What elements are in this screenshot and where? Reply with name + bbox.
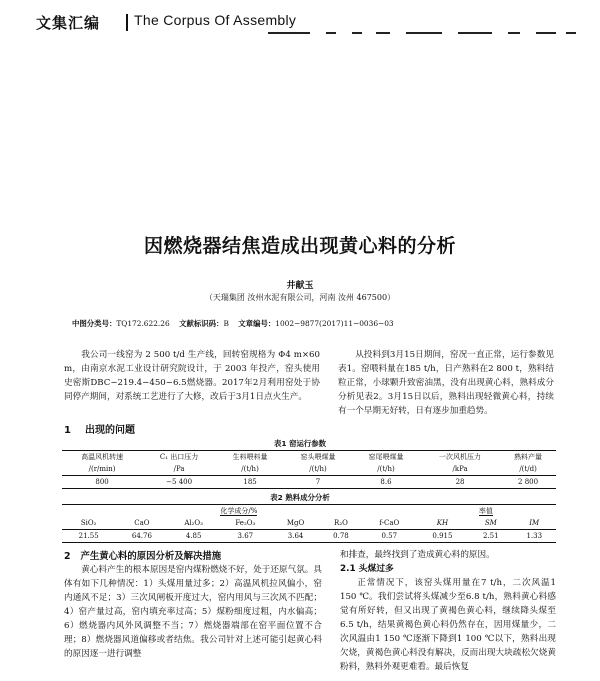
table-1-unit-row [62, 463, 556, 476]
table-2-header: Al₂O₃ [184, 518, 203, 527]
article-author: 井献玉 [286, 281, 314, 291]
section-2-paragraph-right: 和排查，最终找到了造成黄心料的原因。 [340, 550, 495, 560]
intro-right-column [338, 348, 554, 418]
intro-paragraph-right: 从投料到3月15日期间，窑况一直正常，运行参数见表1。窑喂料量在185 t/h，日产熟料在2 800 t，熟料结粒正常，小球颗升致密油黑，没有出现黄心料，熟料成分分析见表2。3月15日以后，熟料出现轻微黄心料，持续有一个早期无好转，日有逐步加重趋势。 [338, 350, 554, 416]
table-2-cell: 1.33 [513, 530, 557, 543]
table-1-unit: /(t/h) [377, 464, 395, 473]
section-1-title: 出现的问题 [84, 425, 135, 436]
table-1-header: 窑头喂煤量 [284, 451, 352, 464]
table-2-group-chem: 化学成分/% [62, 505, 416, 518]
header-rule [326, 32, 336, 34]
header-rule [352, 32, 362, 34]
table-2-header: R₂O [334, 518, 348, 527]
table-2-header: SM [484, 518, 497, 527]
table-1 [62, 450, 556, 489]
subsection-2-1-heading: 2.1 头煤过多 [340, 564, 394, 574]
table-2-cell: 2.51 [469, 530, 512, 543]
table-1-header: 高温风机转速 [62, 451, 142, 464]
section-2-paragraph-left: 黄心料产生的根本原因是窑内煤粉燃烧不好，处于还原气氛。具体有如下几种情况：1）头煤用量过多；2）高温风机拉风偏小，窑内通风不足；3）三次风闸板开度过大，窑内用风与三次风不匹配；4）窑产量过高，窑内填充率过高；5）煤粉细度过粗，内水偏高；6）燃烧器内风外风调整不当；7）燃烧器端部在窑平面位置不合理；8）燃烧器风道偏移或者结焦。我公司针对上述可能引起黄心料的原因逐一进行调整 [64, 565, 322, 659]
subsection-2-1-paragraph: 正常情况下，该窑头煤用量在7 t/h，二次风温1 150 ℃。我们尝试将头煤减少至6.8 t/h，熟料黄心料感觉有所好转，但又出现了黄褐色黄心料，继续降头煤至6.5 t/h，结果黄褐色黄心料仍然存在，因用煤量少，二次风温由1 150 ℃逐渐下降到1 100 ℃以下，熟料出现欠烧，黄褐色黄心料没有解决，反而出现大块疏松欠烧黄粉料，熟料外观更难看。最后恢复 [340, 578, 556, 672]
article-title: 因燃烧器结焦造成出现黄心料的分析 [143, 235, 456, 257]
table-2-group-row [62, 505, 556, 518]
intro-left-column [64, 348, 320, 404]
header-rule [268, 32, 310, 34]
table-1-cell: 7 [284, 476, 352, 489]
header-rule [376, 32, 390, 34]
doc-code-label: 文献标识码： [179, 319, 224, 328]
clc-value: TQ172.622.26 [116, 319, 170, 328]
clc-label: 中图分类号： [72, 319, 117, 328]
table-2-header-row [62, 517, 556, 530]
table-1-header: 生料喂料量 [216, 451, 284, 464]
table-2-cell: 0.57 [363, 530, 416, 543]
table-2-cell: 0.78 [319, 530, 362, 543]
table-2-header: SiO₂ [80, 518, 97, 527]
table-1-cell: 28 [420, 476, 500, 489]
section-2-left-column [64, 563, 322, 661]
journal-name-en: The Corpus Of Assembly [134, 12, 297, 28]
table-2-group-ratio: 率值 [416, 505, 556, 518]
article-no-label: 文章编号： [238, 319, 276, 328]
table-1-caption: 表1 窑运行参数 [273, 439, 327, 448]
table-2-header: IM [529, 518, 540, 527]
table-2-cell: 0.915 [416, 530, 469, 543]
table-1-header-row [62, 451, 556, 464]
table-2-caption: 表2 熟料成分分析 [270, 493, 330, 502]
table-1-header: C₁ 出口压力 [142, 451, 216, 464]
table-2-data-row [62, 530, 556, 543]
table-2-cell: 4.85 [169, 530, 219, 543]
author-affiliation: （天瑞集团 汝州水泥有限公司，河南 汝州 467500） [204, 293, 396, 302]
table-1-cell: 185 [216, 476, 284, 489]
table-2 [62, 504, 556, 543]
table-1-unit: /Pa [173, 464, 185, 473]
header-rule [406, 32, 442, 34]
article-no-value: 1002−9877(2017)11−0036−03 [275, 319, 394, 328]
table-1-header: 一次风机压力 [420, 451, 500, 464]
header-divider [126, 14, 128, 31]
table-1-unit: /kPa [452, 464, 468, 473]
intro-paragraph-left: 我公司一线窑为 2 500 t/d 生产线，回转窑规格为 Φ4 m×60 m，由南京水泥工业设计研究院设计，于 2003 年投产，窑头使用史密斯DBC−219.4−450−6.5燃烧器。2017年2月利用窑处于协同停产期间，对系统工艺进行了大修，改后于3月1日点火生产。 [64, 350, 320, 402]
table-1-cell: −5 400 [142, 476, 216, 489]
article-metadata [72, 318, 394, 329]
table-1-data-row [62, 476, 556, 489]
section-1-number: 1 [64, 425, 71, 436]
table-1-unit: /(t/d) [519, 464, 537, 473]
section-2-heading [64, 548, 221, 562]
table-2-cell: 21.55 [62, 530, 115, 543]
table-1-unit: /(r/min) [88, 464, 116, 473]
running-header [36, 10, 576, 38]
header-rule [536, 32, 556, 34]
table-2-cell: 64.76 [115, 530, 168, 543]
section-1-heading [64, 421, 135, 436]
table-1-unit: /(t/h) [309, 464, 327, 473]
doc-code-value: B [223, 319, 229, 328]
table-1-cell: 8.6 [352, 476, 420, 489]
table-2-header: KH [436, 518, 449, 527]
table-1-unit: /(t/h) [241, 464, 259, 473]
section-2-number: 2 [64, 551, 71, 562]
journal-name-cn: 文集汇编 [36, 14, 101, 32]
table-2-cell: 3.67 [219, 530, 272, 543]
table-2-header: f-CaO [379, 518, 400, 527]
header-rule [458, 32, 492, 34]
table-1-cell: 800 [62, 476, 142, 489]
table-1-header: 熟料产量 [500, 451, 556, 464]
table-2-header: CaO [134, 518, 150, 527]
table-1-header: 窑尾喂煤量 [352, 451, 420, 464]
table-2-header: MgO [286, 518, 305, 527]
table-2-cell: 3.64 [272, 530, 319, 543]
header-rule [566, 32, 576, 34]
section-2-title: 产生黄心料的原因分析及解决措施 [80, 551, 222, 562]
header-rule [508, 32, 520, 34]
table-1-cell: 2 800 [500, 476, 556, 489]
table-2-header: Fe₂O₃ [235, 518, 256, 527]
section-2-right-column [340, 548, 556, 674]
